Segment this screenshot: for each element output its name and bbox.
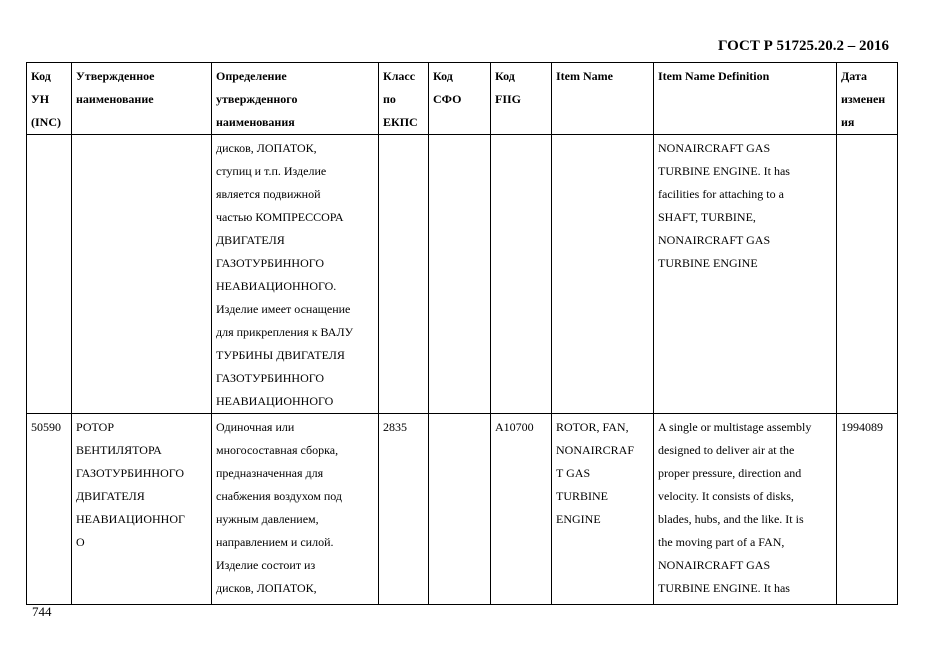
- cell-change-date: 1994089: [837, 414, 898, 605]
- cell-sfo-code: [429, 135, 491, 414]
- column-header-name-definition: Определение утвержденного наименования: [212, 63, 379, 135]
- table-row: [27, 414, 898, 605]
- cell-approved-name: [72, 135, 212, 414]
- column-header-sfo-code: Код СФО: [429, 63, 491, 135]
- cell-ekps-class: [379, 135, 429, 414]
- table-row: [27, 135, 898, 414]
- column-header-fiig-code: Код FIIG: [491, 63, 552, 135]
- column-header-approved-name: Утвержденное наименование: [72, 63, 212, 135]
- specification-table: [26, 62, 898, 605]
- cell-name-definition: Одиночная или многосоставная сборка, предназначенная для снабжения воздухом под нужным давлением, направлением и силой. Изделие состоит из дисков, ЛОПАТОК,: [212, 414, 379, 605]
- page-number: 744: [32, 604, 52, 619]
- cell-change-date: [837, 135, 898, 414]
- cell-name-definition: дисков, ЛОПАТОК, ступиц и т.п. Изделие является подвижной частью КОМПРЕССОРА ДВИГАТЕЛЯ ГАЗОТУРБИННОГО НЕАВИАЦИОННОГО. Изделие имеет оснащение для прикрепления к ВАЛУ ТУРБИНЫ ДВИГАТЕЛЯ ГАЗОТУРБИННОГО НЕАВИАЦИОННОГО: [212, 135, 379, 414]
- cell-approved-name: РОТОР ВЕНТИЛЯТОРА ГАЗОТУРБИННОГО ДВИГАТЕЛЯ НЕАВИАЦИОННОГ О: [72, 414, 212, 605]
- column-header-change-date: Дата изменен ия: [837, 63, 898, 135]
- cell-inc-code: 50590: [27, 414, 72, 605]
- column-header-inc-code: Код УН (INC): [27, 63, 72, 135]
- table-header-row: [27, 63, 898, 135]
- cell-inc-code: [27, 135, 72, 414]
- cell-fiig-code: [491, 135, 552, 414]
- column-header-item-name-definition: Item Name Definition: [654, 63, 837, 135]
- document-header: ГОСТ Р 51725.20.2 – 2016: [717, 38, 889, 54]
- cell-sfo-code: [429, 414, 491, 605]
- cell-fiig-code: A10700: [491, 414, 552, 605]
- cell-ekps-class: 2835: [379, 414, 429, 605]
- cell-item-name-definition: A single or multistage assembly designed to deliver air at the proper pressure, direction and velocity. It consists of disks, blades, hubs, and the like. It is the moving part of a FAN, NONAIRCRAFT GAS TURBINE ENGINE. It has: [654, 414, 837, 605]
- column-header-ekps-class: Класс по ЕКПС: [379, 63, 429, 135]
- column-header-item-name: Item Name: [552, 63, 654, 135]
- cell-item-name: [552, 135, 654, 414]
- cell-item-name-definition: NONAIRCRAFT GAS TURBINE ENGINE. It has facilities for attaching to a SHAFT, TURBINE, NONAIRCRAFT GAS TURBINE ENGINE: [654, 135, 837, 414]
- cell-item-name: ROTOR, FAN, NONAIRCRAF T GAS TURBINE ENGINE: [552, 414, 654, 605]
